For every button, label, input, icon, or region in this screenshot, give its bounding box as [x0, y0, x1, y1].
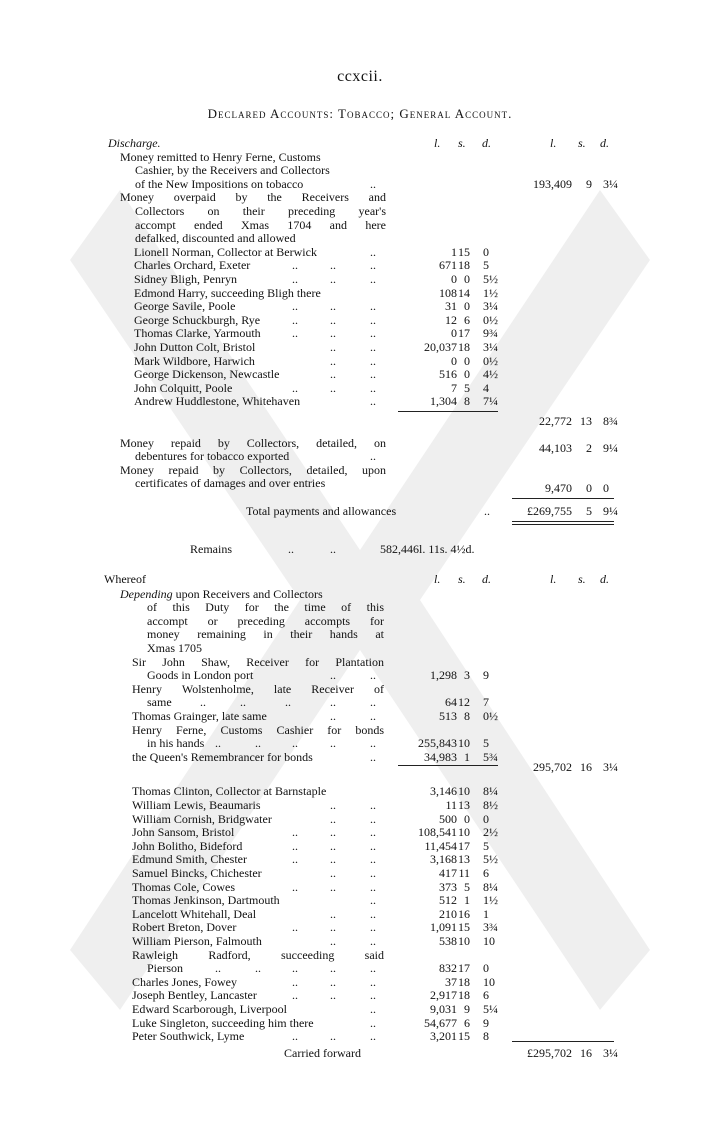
leader-dots: .. — [370, 380, 376, 395]
leader-dots: .. — [330, 866, 336, 880]
collector-name-line: Pierson — [147, 961, 183, 976]
collector-amount-pence: 5¼ — [483, 1002, 498, 1016]
carried-forward-total-pounds: £295,702 — [527, 1046, 572, 1060]
discharge-column-header-od: d. — [600, 136, 609, 150]
collector-name-line: Peter Southwick, Lyme — [132, 1029, 245, 1044]
overpaid-total-pounds: 22,772 — [539, 414, 572, 428]
collector-amount-pence: 8¼ — [483, 879, 498, 894]
leader-dots: .. — [285, 695, 291, 710]
collector-amount-pence: 6 — [483, 866, 489, 880]
collector-name-line: John Sansom, Bristol — [132, 825, 235, 840]
page-number: ccxcii. — [337, 68, 383, 85]
collector-amount-pounds: 3,201 — [430, 1029, 457, 1044]
leader-dots: .. — [255, 736, 261, 751]
leader-dots: .. — [215, 961, 221, 976]
depending-text-line: money remaining in their hands at — [147, 627, 384, 642]
leader-dots: .. — [370, 749, 376, 764]
receiver-name-line: Sir John Shaw, Receiver for Plantation — [132, 654, 384, 669]
leader-dots: .. — [370, 340, 376, 354]
overpaid-subtotal-rule — [398, 411, 498, 412]
overpaid-collector-name: Thomas Clarke, Yarmouth — [134, 326, 261, 341]
leader-dots: .. — [330, 852, 336, 867]
leader-dots: .. — [330, 542, 336, 556]
collector-amount-pounds: 54,677 — [424, 1015, 457, 1030]
leader-dots: .. — [330, 798, 336, 812]
collector-amount-pence: 8½ — [483, 798, 498, 812]
leader-dots: .. — [330, 879, 336, 894]
overpaid-item-pence: 0½ — [483, 353, 498, 368]
collector-name-line: William Lewis, Beaumaris — [132, 798, 261, 812]
leader-dots: .. — [330, 906, 336, 921]
receiver-amount-pence: 0½ — [483, 709, 498, 723]
leader-dots: .. — [330, 988, 336, 1003]
overpaid-total-shillings: 13 — [580, 414, 592, 428]
overpaid-item-pounds: 0 — [451, 353, 457, 368]
leader-dots: .. — [370, 449, 376, 464]
leader-dots: .. — [370, 312, 376, 327]
remitted-text-line: Cashier, by the Receivers and Collectors — [135, 163, 330, 178]
leader-dots: .. — [292, 736, 298, 751]
leader-dots: .. — [292, 825, 298, 840]
overpaid-item-pence: 0½ — [483, 312, 498, 327]
overpaid-item-pence: 4½ — [483, 367, 498, 382]
collector-amount-pounds: 210 — [439, 906, 457, 921]
leader-dots: .. — [330, 258, 336, 273]
receivers-subtotal-rule — [398, 765, 498, 766]
collector-amount-pounds: 417 — [439, 866, 457, 880]
collector-amount-pounds: 500 — [439, 811, 457, 826]
page-title: Declared Accounts: Tobacco; General Account. — [207, 106, 513, 121]
collector-amount-pence: 3¾ — [483, 920, 498, 935]
overpaid-item-pence: 5 — [483, 258, 489, 273]
overpaid-item-pounds: 108 — [439, 285, 457, 300]
overpaid-item-shillings: 18 — [458, 340, 470, 354]
leader-dots: .. — [370, 866, 376, 880]
discharge-column-header-l: l. — [434, 136, 441, 150]
debentures-total-pounds: 44,103 — [539, 440, 572, 455]
leader-dots: .. — [370, 961, 376, 976]
overpaid-collector-name: Sidney Bligh, Penryn — [134, 272, 238, 286]
receiver-amount-pence: 5 — [483, 736, 489, 751]
leader-dots: .. — [330, 934, 336, 948]
leader-dots: .. — [370, 893, 376, 908]
carried-forward-label: Carried forward — [284, 1046, 361, 1060]
collector-amount-shillings: 18 — [458, 974, 470, 989]
leader-dots: .. — [292, 852, 298, 867]
collector-name-line: Rawleigh Radford, succeeding said — [132, 947, 384, 962]
overpaid-item-shillings: 0 — [464, 272, 470, 286]
receiver-amount-pounds: 64 — [445, 695, 457, 710]
collector-amount-shillings: 10 — [458, 784, 470, 799]
receiver-amount-shillings: 12 — [458, 695, 470, 710]
collector-amount-shillings: 9 — [464, 1002, 470, 1016]
receivers-total-shillings: 16 — [580, 760, 592, 775]
leader-dots: .. — [330, 340, 336, 354]
leader-dots: .. — [292, 258, 298, 273]
overpaid-collector-name: John Colquitt, Poole — [134, 380, 233, 395]
receiver-amount-pence: 7 — [483, 695, 489, 710]
collector-amount-pence: 1 — [483, 906, 489, 921]
discharge-column-header-s: s. — [458, 136, 466, 150]
leader-dots: .. — [292, 838, 298, 853]
overpaid-item-pounds: 1 — [451, 244, 457, 259]
receivers-total-pence: 3¼ — [603, 760, 618, 775]
collector-amount-shillings: 13 — [458, 798, 470, 812]
overpaid-item-pounds: 516 — [439, 367, 457, 382]
collector-name-line: John Bolitho, Bideford — [132, 838, 243, 853]
collector-name-line: Joseph Bentley, Lancaster — [132, 988, 257, 1003]
damages-total-pence: 0 — [603, 481, 609, 496]
receiver-name-line: Henry Wolstenholme, late Receiver of — [132, 681, 384, 696]
collector-name-line: Robert Breton, Dover — [132, 920, 237, 935]
leader-dots: .. — [292, 312, 298, 327]
collector-amount-shillings: 0 — [464, 811, 470, 826]
leader-dots: .. — [370, 709, 376, 723]
remitted-total-pence: 3¼ — [603, 176, 618, 191]
collector-name-line: Thomas Jenkinson, Dartmouth — [132, 893, 280, 908]
leader-dots: .. — [330, 299, 336, 314]
total-payments-pence: 9¼ — [603, 504, 618, 518]
collector-amount-shillings: 10 — [458, 934, 470, 948]
depending-text-line: of this Duty for the time of this — [147, 600, 384, 615]
leader-dots: .. — [330, 380, 336, 395]
overpaid-item-pence: 7¼ — [483, 394, 498, 409]
debentures-text-line: Money repaid by Collectors, detailed, on — [120, 435, 386, 450]
receiver-amount-pounds: 255,843 — [418, 736, 457, 751]
collector-name-line: Samuel Bincks, Chichester — [132, 866, 262, 880]
depending-text-line: Xmas 1705 — [147, 641, 202, 655]
collector-amount-pounds: 1,091 — [430, 920, 457, 935]
collector-amount-pence: 0 — [483, 961, 489, 976]
depending-text-line: Depending upon Receivers and Collectors — [120, 586, 323, 601]
overpaid-item-pence: 0 — [483, 244, 489, 259]
leader-dots: .. — [330, 736, 336, 751]
collector-amount-pounds: 11 — [445, 798, 457, 812]
depending-word: Depending — [120, 586, 173, 601]
leader-dots: .. — [292, 299, 298, 314]
leader-dots: .. — [330, 312, 336, 327]
overpaid-item-shillings: 17 — [458, 326, 470, 341]
discharge-heading: Discharge. — [108, 136, 161, 150]
overpaid-item-shillings: 0 — [464, 353, 470, 368]
overpaid-item-pence: 5½ — [483, 272, 498, 286]
leader-dots: .. — [330, 961, 336, 976]
leader-dots: .. — [370, 852, 376, 867]
leader-dots: .. — [370, 244, 376, 259]
leader-dots: .. — [484, 504, 490, 518]
carried-forward-total-shillings: 16 — [580, 1046, 592, 1060]
leader-dots: .. — [370, 1029, 376, 1044]
collector-amount-pounds: 11,454 — [424, 838, 457, 853]
leader-dots: .. — [215, 736, 221, 751]
remitted-total-pounds: 193,409 — [533, 176, 572, 191]
collector-amount-pence: 0 — [483, 811, 489, 826]
collector-amount-pounds: 538 — [439, 934, 457, 948]
total-payments-label: Total payments and allowances — [246, 504, 397, 518]
receiver-name-line: the Queen's Remembrancer for bonds — [132, 749, 313, 764]
overpaid-item-shillings: 8 — [464, 394, 470, 409]
collector-amount-pence: 6 — [483, 988, 489, 1003]
receiver-name-line: Thomas Grainger, late same — [132, 709, 267, 723]
receiver-amount-shillings: 3 — [464, 668, 470, 683]
leader-dots: .. — [330, 811, 336, 826]
discharge-column-header-d: d. — [482, 136, 491, 150]
receiver-amount-shillings: 10 — [458, 736, 470, 751]
leader-dots: .. — [370, 1002, 376, 1016]
receivers-total-pounds: 295,702 — [533, 760, 572, 775]
collector-amount-pounds: 37 — [445, 974, 457, 989]
collector-amount-pounds: 108,541 — [418, 825, 457, 840]
receiver-name-line: Goods in London port — [147, 668, 254, 683]
collector-name-line: Edward Scarborough, Liverpool — [132, 1002, 287, 1016]
damages-total-pounds: 9,470 — [545, 481, 572, 496]
whereof-column-header-d: d. — [482, 572, 491, 586]
overpaid-item-pence: 3¼ — [483, 299, 498, 314]
collector-amount-pence: 9 — [483, 1015, 489, 1030]
remitted-text-line: of the New Impositions on tobacco — [135, 176, 304, 191]
leader-dots: .. — [370, 367, 376, 382]
total-rule-top — [512, 498, 614, 499]
collector-amount-pounds: 9,031 — [430, 1002, 457, 1016]
leader-dots: .. — [288, 542, 294, 556]
leader-dots: .. — [370, 353, 376, 368]
leader-dots: .. — [200, 695, 206, 710]
collector-amount-pence: 1½ — [483, 893, 498, 908]
collector-amount-shillings: 17 — [458, 961, 470, 976]
overpaid-item-pounds: 12 — [445, 312, 457, 327]
collector-name-line: William Cornish, Bridgwater — [132, 811, 272, 826]
discharge-column-header-ol: l. — [550, 136, 557, 150]
leader-dots: .. — [330, 668, 336, 683]
whereof-column-header-l: l. — [434, 572, 441, 586]
overpaid-item-pence: 3¼ — [483, 340, 498, 354]
overpaid-text-line: defalked, discounted and allowed — [135, 231, 296, 246]
carried-forward-rule — [512, 1041, 614, 1042]
collector-amount-pence: 5 — [483, 838, 489, 853]
overpaid-item-shillings: 14 — [458, 285, 470, 300]
collector-amount-pounds: 3,168 — [430, 852, 457, 867]
overpaid-item-shillings: 15 — [458, 244, 470, 259]
overpaid-collector-name: George Schuckburgh, Rye — [134, 312, 261, 327]
damages-text-line: certificates of damages and over entries — [135, 476, 326, 491]
overpaid-collector-name: George Dickenson, Newcastle — [134, 367, 280, 382]
receiver-name-line: Henry Ferne, Customs Cashier for bonds — [132, 722, 384, 737]
overpaid-item-pence: 4 — [483, 380, 489, 395]
damages-total-shillings: 0 — [586, 481, 592, 496]
whereof-column-header-ol: l. — [550, 572, 557, 586]
collector-name-line: William Pierson, Falmouth — [132, 934, 262, 948]
collector-amount-pounds: 512 — [439, 893, 457, 908]
leader-dots: .. — [370, 1015, 376, 1030]
collector-amount-pence: 8¼ — [483, 784, 498, 799]
depending-text-line: accompt or preceding accompts for — [147, 613, 384, 628]
collector-name-line: Luke Singleton, succeeding him there — [132, 1015, 314, 1030]
leader-dots: .. — [330, 367, 336, 382]
overpaid-collector-name: John Dutton Colt, Bristol — [134, 340, 256, 354]
leader-dots: .. — [330, 709, 336, 723]
receiver-amount-pence: 9 — [483, 668, 489, 683]
remains-value: 582,446l. 11s. 4½d. — [380, 542, 475, 556]
leader-dots: .. — [370, 906, 376, 921]
leader-dots: .. — [370, 272, 376, 286]
overpaid-item-pounds: 0 — [451, 326, 457, 341]
leader-dots: .. — [292, 920, 298, 935]
collector-amount-shillings: 11 — [458, 866, 470, 880]
overpaid-item-shillings: 5 — [464, 380, 470, 395]
overpaid-item-pounds: 0 — [451, 272, 457, 286]
overpaid-total-pence: 8¾ — [603, 414, 618, 428]
collector-name-line: Charles Jones, Fowey — [132, 974, 237, 989]
whereof-column-header-od: d. — [600, 572, 609, 586]
collector-amount-shillings: 18 — [458, 988, 470, 1003]
overpaid-collector-name: Lionell Norman, Collector at Berwick — [134, 244, 317, 259]
leader-dots: .. — [330, 838, 336, 853]
leader-dots: .. — [370, 920, 376, 935]
receiver-amount-pounds: 1,298 — [430, 668, 457, 683]
total-payments-shillings: 5 — [586, 504, 592, 518]
receiver-amount-pence: 5¾ — [483, 749, 498, 764]
collector-name-line: Edmund Smith, Chester — [132, 852, 247, 867]
whereof-column-header-s: s. — [458, 572, 466, 586]
collector-amount-pounds: 373 — [439, 879, 457, 894]
overpaid-item-pounds: 1,304 — [430, 394, 457, 409]
collector-amount-pence: 10 — [483, 934, 495, 948]
leader-dots: .. — [370, 736, 376, 751]
overpaid-item-pounds: 7 — [451, 380, 457, 395]
receiver-amount-pounds: 513 — [439, 709, 457, 723]
overpaid-item-pounds: 31 — [445, 299, 457, 314]
receiver-amount-pounds: 34,983 — [424, 749, 457, 764]
collector-amount-shillings: 10 — [458, 825, 470, 840]
leader-dots: .. — [370, 798, 376, 812]
collector-amount-shillings: 16 — [458, 906, 470, 921]
collector-amount-pounds: 2,917 — [430, 988, 457, 1003]
leader-dots: .. — [330, 326, 336, 341]
collector-amount-shillings: 6 — [464, 1015, 470, 1030]
leader-dots: .. — [370, 695, 376, 710]
carried-forward-total-pence: 3¼ — [603, 1046, 618, 1060]
leader-dots: .. — [330, 353, 336, 368]
overpaid-text-line: accompt ended Xmas 1704 and here — [135, 217, 386, 232]
leader-dots: .. — [370, 176, 376, 191]
collector-amount-shillings: 5 — [464, 879, 470, 894]
damages-text-line: Money repaid by Collectors, detailed, upon — [120, 462, 386, 477]
collector-name-line: Thomas Clinton, Collector at Barnstaple — [132, 784, 327, 799]
collector-amount-pence: 5½ — [483, 852, 498, 867]
collector-amount-shillings: 13 — [458, 852, 470, 867]
leader-dots: .. — [370, 879, 376, 894]
overpaid-item-pounds: 671 — [439, 258, 457, 273]
leader-dots: .. — [370, 974, 376, 989]
leader-dots: .. — [330, 1029, 336, 1044]
collector-name-line: Thomas Cole, Cowes — [132, 879, 235, 894]
remitted-total-shillings: 9 — [586, 176, 592, 191]
leader-dots: .. — [240, 695, 246, 710]
overpaid-collector-name: Mark Wildbore, Harwich — [134, 353, 255, 368]
receiver-amount-shillings: 1 — [464, 749, 470, 764]
leader-dots: .. — [292, 326, 298, 341]
total-payments-pounds: £269,755 — [527, 504, 572, 518]
overpaid-item-shillings: 0 — [464, 299, 470, 314]
overpaid-item-pence: 9¾ — [483, 326, 498, 341]
collector-amount-pence: 8 — [483, 1029, 489, 1044]
leader-dots: .. — [370, 258, 376, 273]
overpaid-item-shillings: 6 — [464, 312, 470, 327]
discharge-column-header-os: s. — [578, 136, 586, 150]
overpaid-collector-name: Andrew Huddlestone, Whitehaven — [134, 394, 301, 409]
leader-dots: .. — [370, 299, 376, 314]
leader-dots: .. — [292, 1029, 298, 1044]
remitted-text-line: Money remitted to Henry Ferne, Customs — [120, 149, 321, 164]
leader-dots: .. — [330, 695, 336, 710]
leader-dots: .. — [370, 326, 376, 341]
collector-amount-shillings: 17 — [458, 838, 470, 853]
leader-dots: .. — [292, 879, 298, 894]
debentures-total-pence: 9¼ — [603, 440, 618, 455]
leader-dots: .. — [330, 272, 336, 286]
whereof-column-header-os: s. — [578, 572, 586, 586]
collector-amount-pounds: 3,146 — [430, 784, 457, 799]
overpaid-collector-name: Edmond Harry, succeeding Bligh there — [134, 285, 321, 300]
collector-amount-shillings: 15 — [458, 920, 470, 935]
overpaid-item-pounds: 20,037 — [424, 340, 457, 354]
leader-dots: .. — [330, 974, 336, 989]
remains-label: Remains — [190, 542, 232, 556]
whereof-heading: Whereof — [104, 572, 146, 586]
collector-amount-shillings: 15 — [458, 1029, 470, 1044]
leader-dots: .. — [370, 811, 376, 826]
leader-dots: .. — [292, 988, 298, 1003]
total-rule-bottom — [512, 521, 614, 525]
overpaid-text-line: Money overpaid by the Receivers and — [120, 190, 386, 205]
leader-dots: .. — [292, 961, 298, 976]
leader-dots: .. — [370, 668, 376, 683]
collector-amount-shillings: 1 — [464, 893, 470, 908]
debentures-text-line: debentures for tobacco exported — [135, 449, 290, 464]
leader-dots: .. — [370, 838, 376, 853]
collector-amount-pounds: 832 — [439, 961, 457, 976]
leader-dots: .. — [370, 934, 376, 948]
overpaid-collector-name: Charles Orchard, Exeter — [134, 258, 251, 273]
overpaid-item-shillings: 18 — [458, 258, 470, 273]
leader-dots: .. — [292, 272, 298, 286]
leader-dots: .. — [330, 825, 336, 840]
leader-dots: .. — [370, 825, 376, 840]
leader-dots: .. — [292, 974, 298, 989]
receiver-amount-shillings: 8 — [464, 709, 470, 723]
overpaid-text-line: Collectors on their preceding year's — [135, 204, 386, 218]
leader-dots: .. — [370, 988, 376, 1003]
collector-amount-pence: 10 — [483, 974, 495, 989]
overpaid-collector-name: George Savile, Poole — [134, 299, 236, 314]
overpaid-item-pence: 1½ — [483, 285, 498, 300]
receiver-name-line: same — [147, 695, 172, 710]
collector-amount-pence: 2½ — [483, 825, 498, 840]
overpaid-item-shillings: 0 — [464, 367, 470, 382]
leader-dots: .. — [292, 380, 298, 395]
leader-dots: .. — [370, 394, 376, 409]
leader-dots: .. — [255, 961, 261, 976]
leader-dots: .. — [330, 920, 336, 935]
collector-name-line: Lancelott Whitehall, Deal — [132, 906, 257, 921]
debentures-total-shillings: 2 — [586, 440, 592, 455]
receiver-name-line: in his hands — [147, 736, 205, 751]
